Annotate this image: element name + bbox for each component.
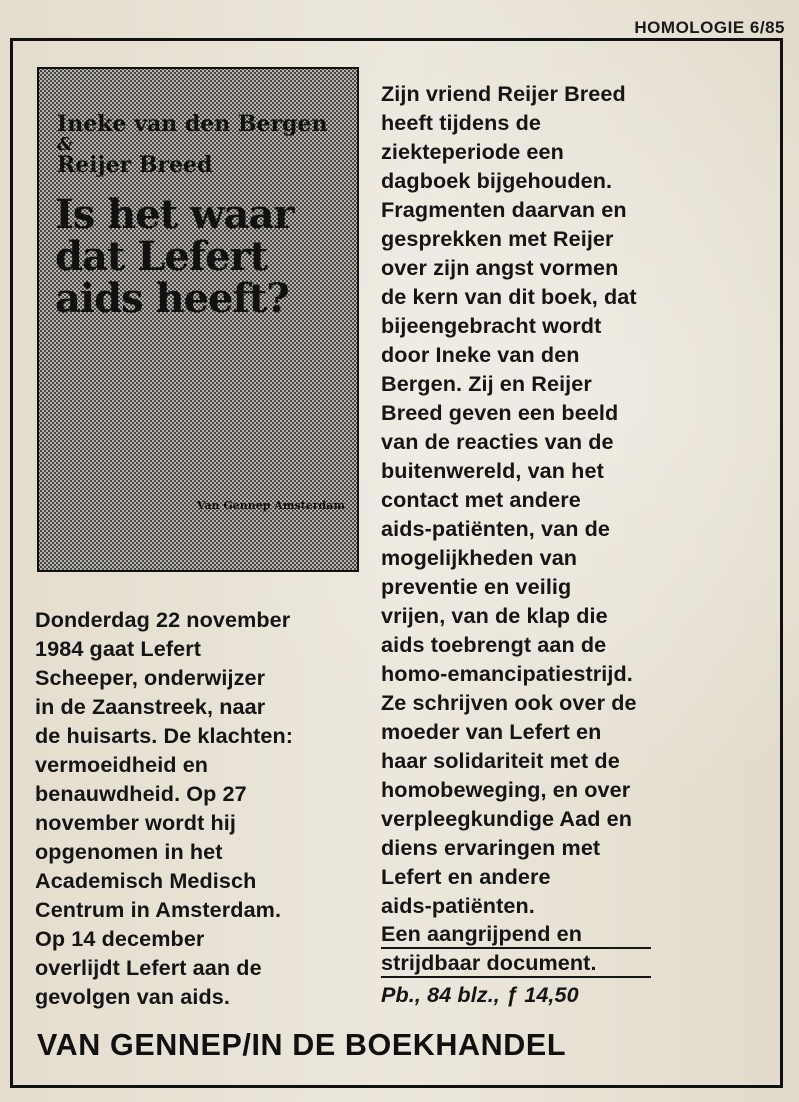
text-line: de huisarts. De klachten: — [35, 723, 294, 748]
cover-author-1: Ineke van den Bergen — [57, 111, 328, 137]
description-column — [381, 79, 776, 1009]
text-line: aids toebrengt aan de — [381, 632, 607, 657]
text-line: vermoeidheid en — [35, 752, 209, 777]
text-line: Breed geven een beeld — [381, 400, 619, 425]
text-line: ziekteperiode een — [381, 139, 564, 164]
advertisement-box — [10, 38, 783, 1088]
text-line: Fragmenten daarvan en — [381, 197, 627, 222]
text-line: Op 14 december — [35, 926, 205, 951]
text-line: Academisch Medisch — [35, 868, 257, 893]
text-line: contact met andere — [381, 487, 581, 512]
text-line: diens ervaringen met — [381, 835, 601, 860]
text-line: gesprekken met Reijer — [381, 226, 614, 251]
tagline-line-2: strijdbaar document. — [381, 949, 651, 978]
text-line: overlijdt Lefert aan de — [35, 955, 262, 980]
book-price: Pb., 84 blz., ƒ 14,50 — [381, 982, 579, 1007]
text-line: de kern van dit boek, dat — [381, 284, 637, 309]
text-line: in de Zaanstreek, naar — [35, 694, 266, 719]
cover-author-2: Reijer Breed — [57, 152, 213, 178]
text-line: verpleegkundige Aad en — [381, 806, 632, 831]
book-cover — [37, 67, 359, 572]
text-line: Scheeper, onderwijzer — [35, 665, 266, 690]
text-line: door Ineke van den — [381, 342, 580, 367]
text-line: gevolgen van aids. — [35, 984, 231, 1009]
text-line: moeder van Lefert en — [381, 719, 602, 744]
cover-ampersand: & — [57, 134, 74, 155]
text-line: benauwdheid. Op 27 — [35, 781, 247, 806]
text-line: bijeengebracht wordt — [381, 313, 602, 338]
text-line: homo-emancipatiestrijd. — [381, 661, 633, 686]
text-line: vrijen, van de klap die — [381, 603, 608, 628]
text-line: over zijn angst vormen — [381, 255, 619, 280]
text-line: Zijn vriend Reijer Breed — [381, 81, 626, 106]
text-line: van de reacties van de — [381, 429, 614, 454]
text-line: homobeweging, en over — [381, 777, 631, 802]
tagline-line-1: Een aangrijpend en — [381, 920, 651, 949]
text-line: dagboek bijgehouden. — [381, 168, 613, 193]
footer-slogan: VAN GENNEP/IN DE BOEKHANDEL — [37, 1028, 567, 1062]
text-line: Bergen. Zij en Reijer — [381, 371, 592, 396]
magazine-header: HOMOLOGIE 6/85 — [634, 18, 785, 37]
text-line: november wordt hij — [35, 810, 236, 835]
text-line: Donderdag 22 november — [35, 607, 291, 632]
text-line: preventie en veilig — [381, 574, 572, 599]
text-line: opgenomen in het — [35, 839, 223, 864]
text-line: aids-patiënten. — [381, 893, 535, 918]
text-line: haar solidariteit met de — [381, 748, 620, 773]
text-line: Ze schrijven ook over de — [381, 690, 637, 715]
text-line: heeft tijdens de — [381, 110, 541, 135]
text-line: Centrum in Amsterdam. — [35, 897, 282, 922]
text-line: 1984 gaat Lefert — [35, 636, 202, 661]
cover-publisher: Van Gennep Amsterdam — [196, 499, 345, 512]
text-line: mogelijkheden van — [381, 545, 578, 570]
intro-column — [35, 605, 380, 1011]
cover-title: Is het waar dat Lefert aids heeft? — [55, 191, 294, 322]
text-line: Lefert en andere — [381, 864, 551, 889]
text-line: aids-patiënten, van de — [381, 516, 610, 541]
text-line: buitenwereld, van het — [381, 458, 604, 483]
cover-authors — [57, 113, 327, 177]
